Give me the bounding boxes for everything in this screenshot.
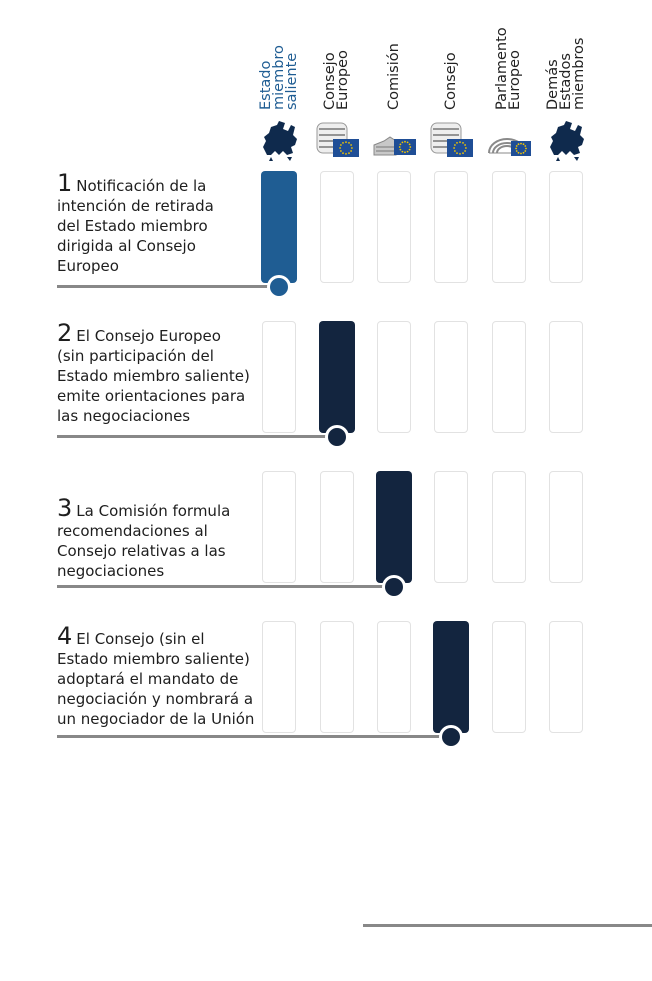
step-marker-dot — [325, 425, 349, 449]
step-connector-line — [57, 285, 279, 288]
empty-slot — [492, 471, 526, 583]
column-label: Comisión — [385, 43, 402, 110]
bottom-divider — [363, 924, 652, 927]
step-number: 1 — [57, 169, 73, 197]
column-label: Parlamento Europeo — [494, 27, 523, 110]
step-marker-dot — [439, 725, 463, 749]
column-header-4 — [484, 10, 534, 110]
step-description: El Consejo (sin el Estado miembro saliente) adoptará el mandato de negociación y nombrará a un negociador de la Unión — [57, 630, 255, 728]
step-marker-dot — [382, 575, 406, 599]
active-step-bar — [319, 321, 355, 433]
eu-map-icon — [257, 115, 303, 163]
eu-map-icon — [544, 115, 590, 163]
step-description: Notificación de la intención de retirada del Estado miembro dirigida al Consejo Europeo — [57, 177, 214, 275]
step-connector-line — [57, 735, 451, 738]
empty-slot — [434, 471, 468, 583]
column-header-2 — [369, 10, 419, 110]
step-4 — [57, 622, 255, 729]
empty-slot — [549, 621, 583, 733]
active-step-bar — [433, 621, 469, 733]
empty-slot — [320, 471, 354, 583]
column-label: Consejo — [442, 52, 459, 110]
step-description: El Consejo Europeo (sin participación del Estado miembro saliente) emite orientaciones para las negociaciones — [57, 327, 250, 425]
empty-slot — [492, 171, 526, 283]
column-label: Estado miembro saliente — [257, 45, 300, 110]
empty-slot — [492, 321, 526, 433]
step-description: La Comisión formula recomendaciones al Consejo relativas a las negociaciones — [57, 502, 231, 580]
empty-slot — [320, 171, 354, 283]
column-label: Consejo Europeo — [322, 50, 351, 110]
step-connector-line — [57, 435, 337, 438]
step-number: 3 — [57, 494, 73, 522]
empty-slot — [377, 621, 411, 733]
empty-slot — [320, 621, 354, 733]
column-label: Demás Estados miembros — [544, 37, 587, 110]
empty-slot — [549, 171, 583, 283]
empty-slot — [377, 321, 411, 433]
empty-slot — [262, 321, 296, 433]
step-2 — [57, 319, 250, 426]
step-3 — [57, 494, 231, 581]
empty-slot — [377, 171, 411, 283]
empty-slot — [434, 321, 468, 433]
empty-slot — [492, 621, 526, 733]
empty-slot — [262, 621, 296, 733]
empty-slot — [549, 321, 583, 433]
empty-slot — [434, 171, 468, 283]
step-number: 4 — [57, 622, 73, 650]
empty-slot — [262, 471, 296, 583]
step-number: 2 — [57, 319, 73, 347]
commission-building-icon — [372, 115, 418, 163]
active-step-bar — [376, 471, 412, 583]
column-header-0 — [254, 10, 304, 110]
council-building-icon — [429, 115, 475, 163]
step-1 — [57, 169, 214, 276]
parliament-hemicycle-icon — [487, 115, 533, 163]
step-connector-line — [57, 585, 394, 588]
column-header-5 — [541, 10, 591, 110]
column-header-3 — [426, 10, 476, 110]
empty-slot — [549, 471, 583, 583]
council-building-icon — [315, 115, 361, 163]
step-marker-dot — [267, 275, 291, 299]
column-header-1 — [312, 10, 362, 110]
active-step-bar — [261, 171, 297, 283]
